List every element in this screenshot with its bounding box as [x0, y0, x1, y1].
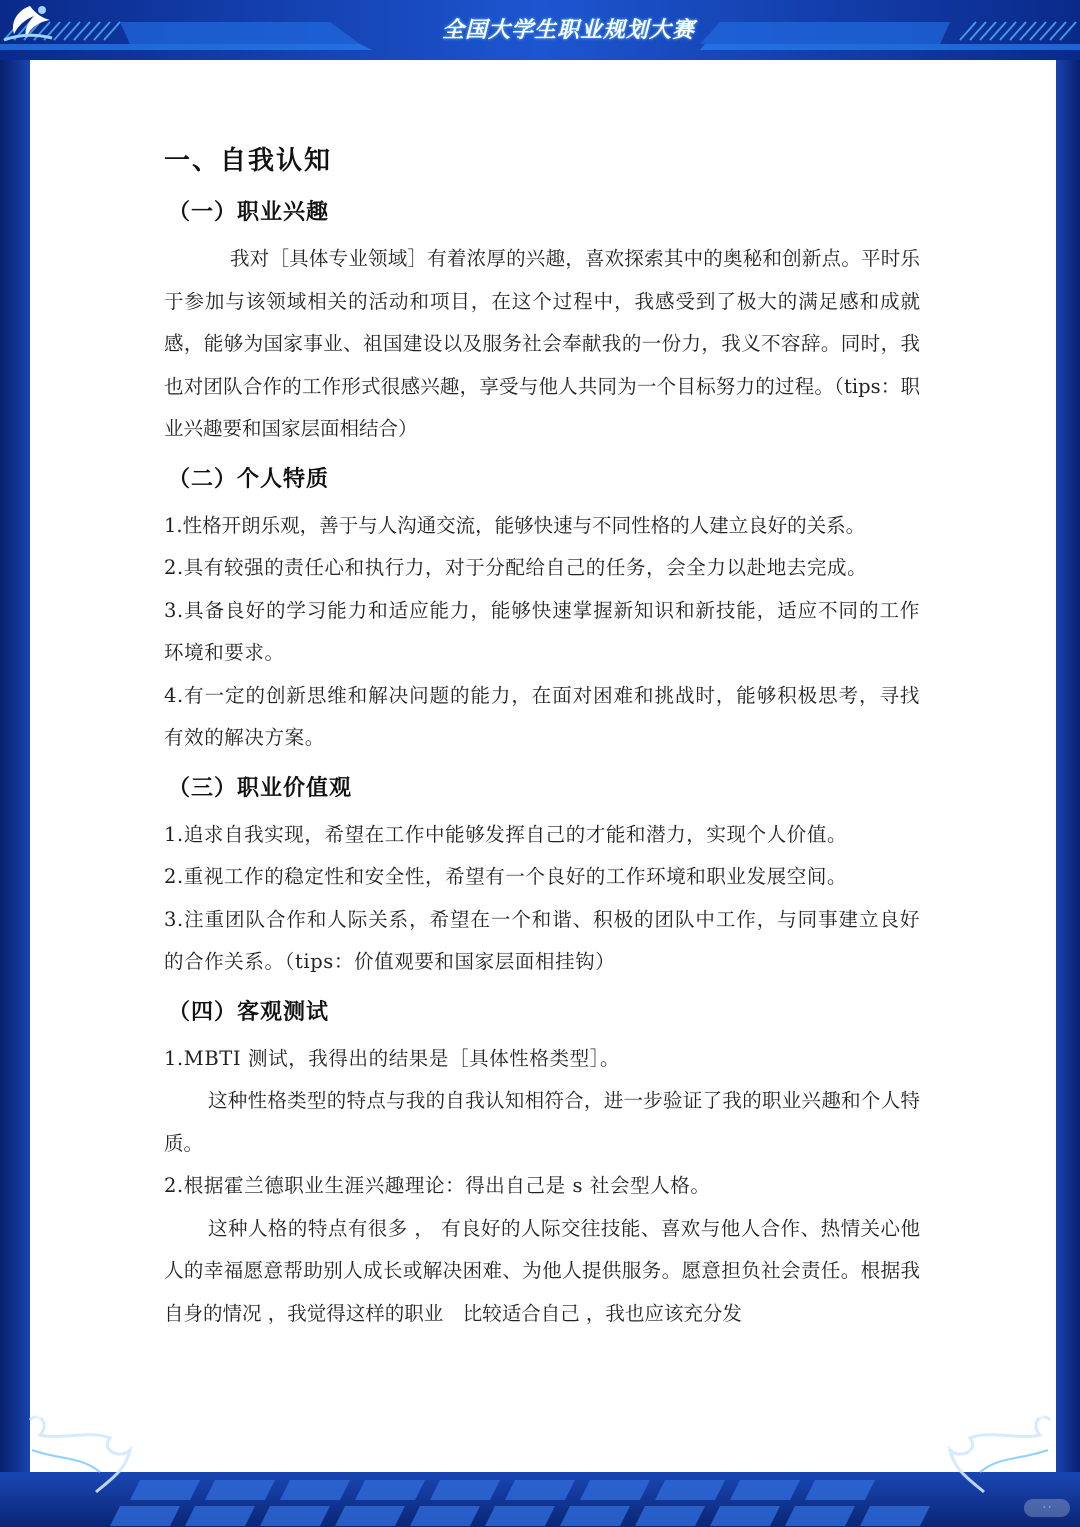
- subsection-title-career-values: （三）职业价值观: [168, 775, 353, 801]
- personal-trait-item-2: 2.具有较强的责任心和执行力，对于分配给自己的任务，会全力以赴地去完成。: [164, 556, 868, 579]
- competition-logo-icon: [0, 0, 56, 44]
- header-title: 全国大学生职业规划大赛: [442, 18, 696, 43]
- career-value-item-1: 1.追求自我实现，希望在工作中能够发挥自己的才能和潜力，实现个人价值。: [164, 822, 848, 846]
- objective-test-item-1-description: 这种性格类型的特点与我的自我认知相符合，进一步验证了我的职业兴趣和个人特质。: [164, 1089, 920, 1155]
- subsection-title-personal-traits: （二）个人特质: [168, 466, 330, 492]
- career-value-item-2: 2.重视工作的稳定性和安全性，希望有一个良好的工作环境和职业发展空间。: [164, 865, 848, 888]
- personal-trait-item-3: 3.具备良好的学习能力和适应能力，能够快速掌握新知识和新技能，适应不同的工作环境和要求。: [164, 598, 920, 664]
- subsection-title-objective-tests: （四）客观测试: [168, 999, 330, 1025]
- personal-trait-item-4: 4.有一定的创新思维和解决问题的能力，在面对困难和挑战时，能够积极思考，寻找有效的解决方案。: [164, 683, 920, 749]
- bottom-decoration: [0, 1380, 1080, 1527]
- section-title-self-cognition: 一、自我认知: [164, 146, 333, 176]
- header-banner: [0, 0, 1080, 60]
- frame-right-border: [1054, 0, 1080, 1527]
- bottom-tech-pattern: [0, 1380, 1080, 1527]
- personal-trait-item-1: 1.性格开朗乐观，善于与人沟通交流，能够快速与不同性格的人建立良好的关系。: [164, 513, 866, 537]
- career-value-item-3: 3.注重团队合作和人际关系，希望在一个和谐、积极的团队中工作，与同事建立良好的合作关系。（tips：价值观要和国家层面相挂钩）: [164, 907, 920, 973]
- frame-left-border: [0, 0, 32, 1527]
- objective-test-item-2: 2.根据霍兰德职业生涯兴趣理论：得出自己是 s 社会型人格。: [164, 1174, 711, 1197]
- subsection-title-career-interest: （一）职业兴趣: [168, 200, 330, 225]
- watermark-badge: · ·: [1024, 1499, 1070, 1517]
- objective-test-item-2-description: 这种人格的特点有很多 ， 有良好的人际交往技能、喜欢与他人合作、热情关心他人的幸福愿意帮助别人成长或解决困难、为他人提供服务。愿意担负社会责任。根据我自身的情况 ，我觉得这样的职业 比较适合自己 ，我也应该充分发: [164, 1216, 920, 1325]
- objective-test-item-1: 1.MBTI 测试，我得出的结果是［具体性格类型］。: [164, 1046, 621, 1070]
- document-content: [164, 128, 920, 1335]
- career-interest-paragraph: 我对［具体专业领域］有着浓厚的兴趣，喜欢探索其中的奥秘和创新点。平时乐于参加与该领域相关的活动和项目，在这个过程中，我感受到了极大的满足感和成就感，能够为国家事业、祖国建设以及服务社会奉献我的一份力，我义不容辞。同时，我也对团队合作的工作形式很感兴趣，享受与他人共同为一个目标努力的过程。（tips：职业兴趣要和国家层面相结合）: [164, 247, 920, 440]
